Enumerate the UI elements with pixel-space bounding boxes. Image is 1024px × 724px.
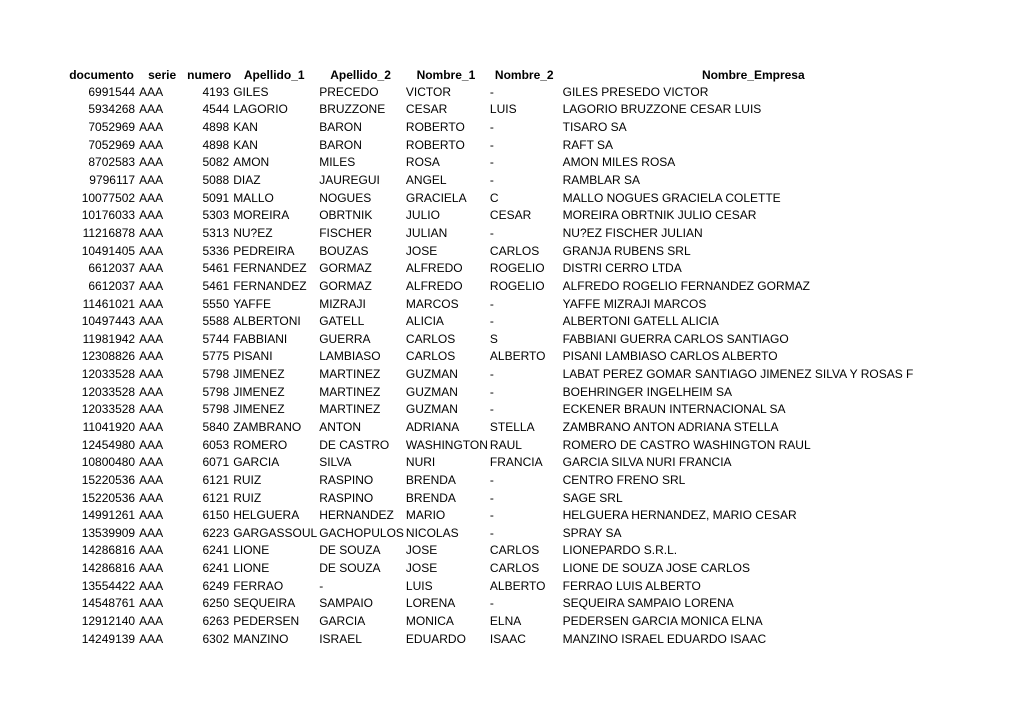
- cell-apellido-2: MILES: [319, 155, 356, 170]
- cell-serie: AAA: [139, 243, 164, 258]
- table-row: [66, 118, 946, 136]
- cell-nombre-2: ALBERTO: [489, 578, 546, 593]
- cell-documento: 14249139: [81, 631, 136, 646]
- cell-numero: 5798: [202, 384, 230, 399]
- cell-nombre-2: -: [489, 120, 494, 135]
- header-documento: documento: [69, 67, 134, 82]
- cell-documento: 12454980: [81, 437, 136, 452]
- table-row: [66, 524, 946, 542]
- cell-numero: 4193: [202, 84, 230, 99]
- cell-serie: AAA: [139, 419, 164, 434]
- cell-apellido-2: MARTINEZ: [319, 367, 381, 382]
- cell-apellido-1: YAFFE: [233, 296, 271, 311]
- cell-numero: 6302: [202, 631, 230, 646]
- cell-nombre-empresa: ALFREDO ROGELIO FERNANDEZ GORMAZ: [562, 278, 810, 293]
- cell-nombre-1: MARCOS: [405, 296, 459, 311]
- cell-apellido-1: RUIZ: [233, 472, 262, 487]
- cell-nombre-2: -: [489, 525, 494, 540]
- cell-apellido-1: LIONE: [233, 543, 270, 558]
- cell-nombre-empresa: ALBERTONI GATELL ALICIA: [562, 314, 719, 329]
- cell-apellido-1: JIMENEZ: [233, 367, 285, 382]
- cell-nombre-empresa: FERRAO LUIS ALBERTO: [562, 578, 701, 593]
- cell-apellido-1: MALLO: [233, 190, 274, 205]
- cell-numero: 6223: [202, 525, 230, 540]
- cell-nombre-empresa: AMON MILES ROSA: [562, 155, 676, 170]
- cell-nombre-1: ADRIANA: [405, 419, 460, 434]
- cell-apellido-2: BARON: [319, 120, 362, 135]
- cell-numero: 5461: [202, 261, 230, 276]
- cell-nombre-2: ELNA: [489, 614, 522, 629]
- cell-nombre-empresa: LIONE DE SOUZA JOSE CARLOS: [562, 561, 750, 576]
- header-apellido-2: Apellido_2: [330, 67, 391, 82]
- cell-apellido-1: LIONE: [233, 561, 270, 576]
- cell-apellido-1: KAN: [233, 137, 258, 152]
- cell-nombre-2: ALBERTO: [489, 349, 546, 364]
- cell-serie: AAA: [139, 137, 164, 152]
- cell-nombre-1: GRACIELA: [405, 190, 467, 205]
- cell-nombre-1: JOSE: [405, 543, 438, 558]
- table-row: [66, 171, 946, 189]
- cell-nombre-2: -: [489, 84, 494, 99]
- cell-serie: AAA: [139, 596, 164, 611]
- table-row: [66, 418, 946, 436]
- cell-apellido-2: LAMBIASO: [319, 349, 381, 364]
- cell-numero: 5775: [202, 349, 230, 364]
- cell-numero: 5082: [202, 155, 230, 170]
- records-table: [66, 66, 946, 648]
- cell-apellido-2: -: [319, 578, 324, 593]
- cell-nombre-1: EDUARDO: [405, 631, 466, 646]
- cell-nombre-empresa: HELGUERA HERNANDEZ, MARIO CESAR: [562, 508, 797, 523]
- cell-nombre-2: -: [489, 384, 494, 399]
- cell-apellido-2: GUERRA: [319, 331, 371, 346]
- cell-nombre-empresa: PISANI LAMBIASO CARLOS ALBERTO: [562, 349, 778, 364]
- header-nombre-empresa: Nombre_Empresa: [701, 67, 805, 82]
- cell-apellido-2: DE CASTRO: [319, 437, 390, 452]
- cell-numero: 4898: [202, 120, 230, 135]
- cell-apellido-1: RUIZ: [233, 490, 262, 505]
- cell-nombre-1: VICTOR: [405, 84, 452, 99]
- cell-nombre-1: ALFREDO: [405, 261, 463, 276]
- table-row: [66, 489, 946, 507]
- cell-nombre-1: MONICA: [405, 614, 454, 629]
- cell-numero: 4898: [202, 137, 230, 152]
- cell-apellido-1: NU?EZ: [233, 225, 273, 240]
- cell-numero: 6249: [202, 578, 230, 593]
- cell-apellido-1: GILES: [233, 84, 269, 99]
- cell-apellido-1: MOREIRA: [233, 208, 290, 223]
- cell-apellido-1: ROMERO: [233, 437, 288, 452]
- cell-nombre-1: JOSE: [405, 561, 438, 576]
- cell-nombre-2: LUIS: [489, 102, 517, 117]
- cell-serie: AAA: [139, 261, 164, 276]
- cell-apellido-2: MARTINEZ: [319, 402, 381, 417]
- cell-documento: 15220536: [81, 472, 136, 487]
- cell-apellido-2: PRECEDO: [319, 84, 379, 99]
- table-row: [66, 577, 946, 595]
- cell-documento: 12033528: [81, 367, 136, 382]
- cell-documento: 14991261: [81, 508, 136, 523]
- cell-nombre-1: LORENA: [405, 596, 456, 611]
- cell-apellido-1: KAN: [233, 120, 258, 135]
- cell-nombre-empresa: MOREIRA OBRTNIK JULIO CESAR: [562, 208, 757, 223]
- cell-apellido-1: PISANI: [233, 349, 273, 364]
- cell-documento: 14286816: [81, 561, 136, 576]
- table-row: [66, 559, 946, 577]
- cell-nombre-1: ROSA: [405, 155, 440, 170]
- cell-nombre-1: ANGEL: [405, 173, 447, 188]
- cell-documento: 12912140: [81, 614, 136, 629]
- cell-documento: 7052969: [88, 137, 136, 152]
- cell-apellido-2: BRUZZONE: [319, 102, 386, 117]
- cell-documento: 11041920: [82, 419, 136, 434]
- spreadsheet-page: [66, 66, 946, 648]
- cell-apellido-2: GACHOPULOS: [319, 525, 404, 540]
- cell-nombre-1: CESAR: [405, 102, 448, 117]
- cell-numero: 5336: [202, 243, 230, 258]
- cell-numero: 5550: [202, 296, 230, 311]
- cell-numero: 5798: [202, 402, 230, 417]
- cell-documento: 13554422: [81, 578, 136, 593]
- cell-apellido-1: FERRAO: [233, 578, 284, 593]
- cell-apellido-2: GORMAZ: [319, 261, 372, 276]
- cell-serie: AAA: [139, 84, 164, 99]
- cell-apellido-1: PEDREIRA: [233, 243, 295, 258]
- header-row: [66, 66, 946, 83]
- cell-nombre-2: CARLOS: [489, 543, 540, 558]
- cell-nombre-2: -: [489, 137, 494, 152]
- cell-apellido-1: DIAZ: [233, 173, 261, 188]
- cell-apellido-2: GARCIA: [319, 614, 366, 629]
- cell-nombre-empresa: GARCIA SILVA NURI FRANCIA: [562, 455, 732, 470]
- cell-serie: AAA: [139, 278, 164, 293]
- cell-serie: AAA: [139, 508, 164, 523]
- cell-documento: 10491405: [81, 243, 136, 258]
- cell-nombre-empresa: GRANJA RUBENS SRL: [562, 243, 691, 258]
- cell-serie: AAA: [139, 437, 164, 452]
- cell-numero: 6241: [202, 543, 230, 558]
- cell-nombre-empresa: CENTRO FRENO SRL: [562, 472, 686, 487]
- cell-documento: 10800480: [81, 455, 136, 470]
- cell-serie: AAA: [139, 525, 164, 540]
- table-row: [66, 401, 946, 419]
- table-row: [66, 295, 946, 313]
- cell-nombre-empresa: FABBIANI GUERRA CARLOS SANTIAGO: [562, 331, 789, 346]
- cell-nombre-empresa: LAGORIO BRUZZONE CESAR LUIS: [562, 102, 762, 117]
- cell-serie: AAA: [139, 384, 164, 399]
- table-row: [66, 224, 946, 242]
- cell-nombre-empresa: SPRAY SA: [562, 525, 622, 540]
- cell-nombre-1: ROBERTO: [405, 137, 465, 152]
- cell-apellido-1: FERNANDEZ: [233, 278, 307, 293]
- cell-nombre-2: CARLOS: [489, 561, 540, 576]
- cell-documento: 15220536: [81, 490, 136, 505]
- cell-nombre-2: CESAR: [489, 208, 532, 223]
- cell-serie: AAA: [139, 543, 164, 558]
- cell-nombre-1: MARIO: [405, 508, 446, 523]
- cell-nombre-1: GUZMAN: [405, 384, 458, 399]
- cell-serie: AAA: [139, 190, 164, 205]
- cell-numero: 5840: [202, 419, 230, 434]
- cell-serie: AAA: [139, 614, 164, 629]
- cell-apellido-1: FERNANDEZ: [233, 261, 307, 276]
- table-row: [66, 101, 946, 119]
- table-row: [66, 506, 946, 524]
- cell-serie: AAA: [139, 225, 164, 240]
- table-row: [66, 330, 946, 348]
- cell-numero: 5798: [202, 367, 230, 382]
- cell-apellido-2: ISRAEL: [319, 631, 362, 646]
- cell-nombre-1: GUZMAN: [405, 367, 458, 382]
- cell-apellido-1: MANZINO: [233, 631, 289, 646]
- cell-nombre-1: CARLOS: [405, 331, 456, 346]
- cell-serie: AAA: [139, 331, 164, 346]
- table-row: [66, 612, 946, 630]
- cell-nombre-1: BRENDA: [405, 472, 456, 487]
- table-row: [66, 348, 946, 366]
- table-row: [66, 436, 946, 454]
- cell-numero: 4544: [202, 102, 230, 117]
- cell-serie: AAA: [139, 208, 164, 223]
- cell-apellido-1: ZAMBRANO: [233, 419, 302, 434]
- cell-nombre-2: -: [489, 173, 494, 188]
- cell-apellido-1: JIMENEZ: [233, 384, 285, 399]
- cell-apellido-1: LAGORIO: [233, 102, 288, 117]
- cell-nombre-empresa: RAMBLAR SA: [562, 173, 640, 188]
- cell-documento: 12033528: [81, 384, 136, 399]
- cell-nombre-1: NURI: [405, 455, 436, 470]
- cell-nombre-empresa: RAFT SA: [562, 137, 614, 152]
- cell-nombre-empresa: LIONEPARDO S.R.L.: [562, 543, 678, 558]
- cell-apellido-2: SAMPAIO: [319, 596, 374, 611]
- cell-numero: 5588: [202, 314, 230, 329]
- cell-apellido-2: NOGUES: [319, 190, 372, 205]
- cell-nombre-2: ISAAC: [489, 631, 526, 646]
- header-numero: numero: [187, 67, 232, 82]
- cell-serie: AAA: [139, 631, 164, 646]
- cell-apellido-2: FISCHER: [319, 225, 372, 240]
- cell-apellido-2: RASPINO: [319, 490, 374, 505]
- cell-documento: 14548761: [81, 596, 136, 611]
- table-row: [66, 453, 946, 471]
- cell-apellido-1: PEDERSEN: [233, 614, 300, 629]
- cell-nombre-2: RAUL: [489, 437, 522, 452]
- table-row: [66, 242, 946, 260]
- cell-nombre-empresa: PEDERSEN GARCIA MONICA ELNA: [562, 614, 763, 629]
- cell-nombre-empresa: MANZINO ISRAEL EDUARDO ISAAC: [562, 631, 767, 646]
- cell-apellido-2: DE SOUZA: [319, 561, 381, 576]
- table-row: [66, 630, 946, 648]
- cell-apellido-2: MIZRAJI: [319, 296, 366, 311]
- cell-apellido-2: DE SOUZA: [319, 543, 381, 558]
- cell-numero: 6150: [202, 508, 230, 523]
- cell-nombre-1: LUIS: [405, 578, 433, 593]
- cell-nombre-empresa: ROMERO DE CASTRO WASHINGTON RAUL: [562, 437, 811, 452]
- cell-serie: AAA: [139, 296, 164, 311]
- cell-nombre-2: ROGELIO: [489, 278, 545, 293]
- cell-nombre-1: CARLOS: [405, 349, 456, 364]
- cell-documento: 6612037: [88, 261, 136, 276]
- table-row: [66, 154, 946, 172]
- cell-nombre-2: -: [489, 508, 494, 523]
- cell-nombre-2: -: [489, 225, 494, 240]
- cell-numero: 5461: [202, 278, 230, 293]
- cell-nombre-2: FRANCIA: [489, 455, 543, 470]
- cell-apellido-2: BARON: [319, 137, 362, 152]
- cell-apellido-2: SILVA: [319, 455, 352, 470]
- cell-documento: 10176033: [81, 208, 136, 223]
- cell-apellido-2: ANTON: [319, 419, 362, 434]
- cell-serie: AAA: [139, 102, 164, 117]
- cell-serie: AAA: [139, 578, 164, 593]
- cell-apellido-2: BOUZAS: [319, 243, 369, 258]
- cell-nombre-empresa: BOEHRINGER INGELHEIM SA: [562, 384, 732, 399]
- table-row: [66, 136, 946, 154]
- cell-serie: AAA: [139, 120, 164, 135]
- cell-nombre-2: ROGELIO: [489, 261, 545, 276]
- table-row: [66, 383, 946, 401]
- cell-apellido-1: AMON: [233, 155, 270, 170]
- cell-nombre-2: CARLOS: [489, 243, 540, 258]
- cell-nombre-empresa: MALLO NOGUES GRACIELA COLETTE: [562, 190, 781, 205]
- cell-apellido-1: ALBERTONI: [233, 314, 301, 329]
- cell-numero: 6121: [202, 490, 230, 505]
- cell-nombre-2: -: [489, 296, 494, 311]
- cell-serie: AAA: [139, 349, 164, 364]
- header-nombre-2: Nombre_2: [494, 67, 554, 82]
- cell-nombre-2: -: [489, 155, 494, 170]
- cell-serie: AAA: [139, 314, 164, 329]
- cell-nombre-2: -: [489, 472, 494, 487]
- table-row: [66, 277, 946, 295]
- cell-nombre-empresa: TISARO SA: [562, 120, 627, 135]
- cell-nombre-empresa: LABAT PEREZ GOMAR SANTIAGO JIMENEZ SILVA Y ROSAS F: [562, 367, 914, 382]
- header-apellido-1: Apellido_1: [243, 67, 305, 82]
- cell-numero: 6071: [202, 455, 230, 470]
- table-row: [66, 189, 946, 207]
- cell-apellido-2: RASPINO: [319, 472, 374, 487]
- cell-nombre-2: -: [489, 367, 494, 382]
- cell-nombre-empresa: NU?EZ FISCHER JULIAN: [562, 225, 703, 240]
- cell-documento: 11981942: [82, 331, 136, 346]
- cell-nombre-empresa: GILES PRESEDO VICTOR: [562, 84, 709, 99]
- header-nombre-1: Nombre_1: [416, 67, 476, 82]
- cell-nombre-1: JULIO: [405, 208, 440, 223]
- table-row: [66, 471, 946, 489]
- cell-documento: 11461021: [82, 296, 136, 311]
- cell-nombre-1: ROBERTO: [405, 120, 465, 135]
- cell-serie: AAA: [139, 367, 164, 382]
- cell-nombre-empresa: ECKENER BRAUN INTERNACIONAL SA: [562, 402, 786, 417]
- cell-documento: 8702583: [88, 155, 136, 170]
- cell-nombre-empresa: ZAMBRANO ANTON ADRIANA STELLA: [562, 419, 779, 434]
- cell-documento: 14286816: [81, 543, 136, 558]
- cell-documento: 11216878: [82, 225, 136, 240]
- cell-documento: 9796117: [89, 173, 136, 188]
- cell-documento: 10497443: [81, 314, 136, 329]
- cell-nombre-2: -: [489, 402, 494, 417]
- cell-numero: 6053: [202, 437, 230, 452]
- cell-apellido-1: GARGASSOUL: [233, 525, 318, 540]
- cell-nombre-2: -: [489, 596, 494, 611]
- cell-serie: AAA: [139, 455, 164, 470]
- cell-nombre-1: JOSE: [405, 243, 438, 258]
- cell-apellido-1: GARCIA: [233, 455, 280, 470]
- cell-numero: 6263: [202, 614, 230, 629]
- header-serie: serie: [148, 67, 177, 82]
- cell-serie: AAA: [139, 155, 164, 170]
- table-row: [66, 312, 946, 330]
- cell-serie: AAA: [139, 472, 164, 487]
- cell-apellido-2: GATELL: [319, 314, 365, 329]
- cell-documento: 12308826: [81, 349, 136, 364]
- cell-documento: 12033528: [81, 402, 136, 417]
- table-row: [66, 365, 946, 383]
- table-row: [66, 542, 946, 560]
- cell-apellido-2: OBRTNIK: [319, 208, 373, 223]
- cell-nombre-empresa: SAGE SRL: [562, 490, 623, 505]
- cell-serie: AAA: [139, 173, 164, 188]
- cell-nombre-1: ALICIA: [405, 314, 444, 329]
- table-row: [66, 259, 946, 277]
- cell-numero: 6250: [202, 596, 230, 611]
- cell-apellido-1: FABBIANI: [233, 331, 288, 346]
- cell-apellido-1: JIMENEZ: [233, 402, 285, 417]
- cell-apellido-2: MARTINEZ: [319, 384, 381, 399]
- cell-apellido-2: HERNANDEZ: [319, 508, 394, 523]
- table-row: [66, 595, 946, 613]
- cell-documento: 5934268: [88, 102, 136, 117]
- cell-apellido-2: JAUREGUI: [319, 173, 380, 188]
- cell-documento: 10077502: [81, 190, 136, 205]
- cell-nombre-2: S: [489, 331, 498, 346]
- cell-numero: 5088: [202, 173, 230, 188]
- cell-nombre-2: -: [489, 490, 494, 505]
- cell-documento: 13539909: [81, 525, 136, 540]
- cell-nombre-2: C: [489, 190, 499, 205]
- cell-documento: 7052969: [88, 120, 136, 135]
- cell-numero: 6241: [202, 561, 230, 576]
- cell-nombre-1: GUZMAN: [405, 402, 458, 417]
- cell-nombre-1: ALFREDO: [405, 278, 463, 293]
- cell-apellido-1: HELGUERA: [233, 508, 300, 523]
- cell-apellido-2: GORMAZ: [319, 278, 372, 293]
- cell-serie: AAA: [139, 561, 164, 576]
- cell-nombre-1: WASHINGTON: [405, 437, 488, 452]
- table-row: [66, 83, 946, 101]
- cell-nombre-2: STELLA: [489, 419, 535, 434]
- cell-documento: 6612037: [88, 278, 136, 293]
- cell-numero: 5091: [202, 190, 230, 205]
- cell-numero: 6121: [202, 472, 230, 487]
- cell-nombre-1: NICOLAS: [405, 525, 459, 540]
- cell-serie: AAA: [139, 402, 164, 417]
- table-row: [66, 206, 946, 224]
- cell-numero: 5313: [202, 225, 230, 240]
- cell-nombre-empresa: YAFFE MIZRAJI MARCOS: [562, 296, 707, 311]
- cell-nombre-empresa: DISTRI CERRO LTDA: [562, 261, 682, 276]
- cell-nombre-2: -: [489, 314, 494, 329]
- cell-apellido-1: SEQUEIRA: [233, 596, 296, 611]
- cell-numero: 5744: [202, 331, 230, 346]
- cell-nombre-1: BRENDA: [405, 490, 456, 505]
- cell-numero: 5303: [202, 208, 230, 223]
- cell-serie: AAA: [139, 490, 164, 505]
- cell-nombre-1: JULIAN: [405, 225, 448, 240]
- cell-documento: 6991544: [88, 84, 136, 99]
- cell-nombre-empresa: SEQUEIRA SAMPAIO LORENA: [562, 596, 734, 611]
